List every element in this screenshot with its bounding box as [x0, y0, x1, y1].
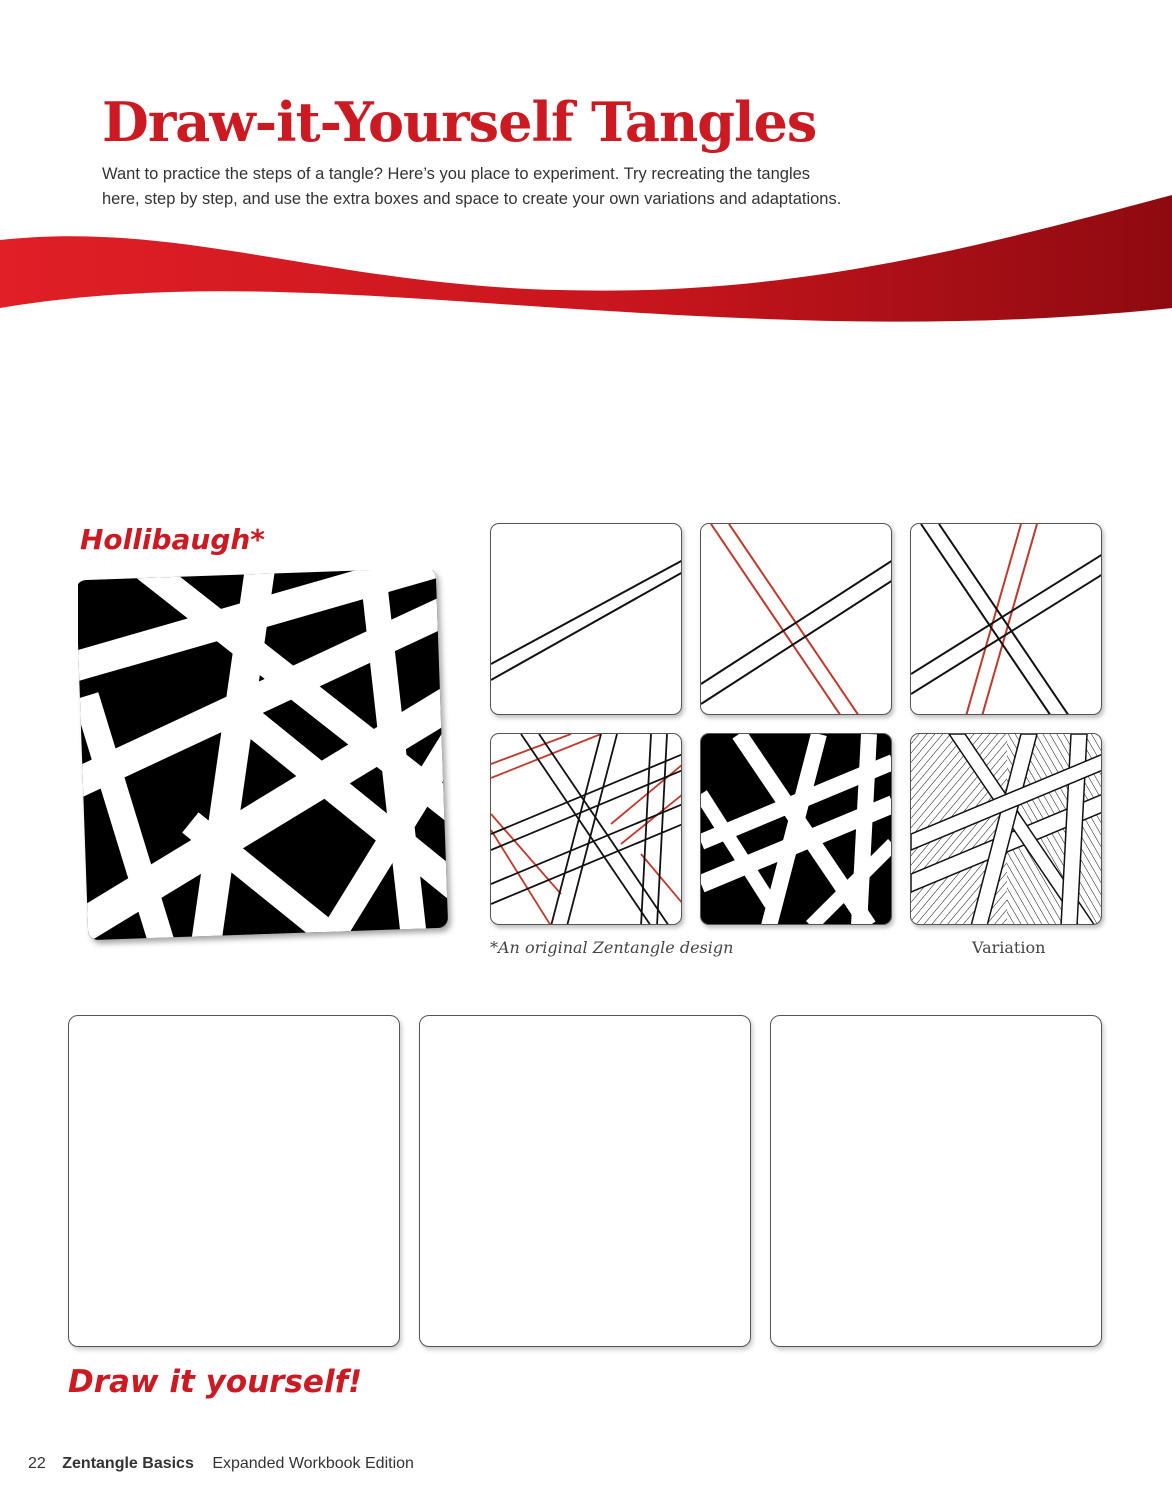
step-2-drawing: [701, 524, 892, 715]
step-tile-5: [700, 733, 892, 925]
step-4-drawing: [491, 734, 682, 925]
practice-box-1[interactable]: [68, 1015, 400, 1347]
variation-label: Variation: [972, 938, 1046, 957]
variation-drawing: [911, 734, 1102, 925]
step-3-drawing: [911, 524, 1102, 715]
tangle-name: Hollibaugh*: [80, 523, 265, 556]
page-title: Draw-it-Yourself Tangles: [102, 90, 817, 154]
step-tile-variation: [910, 733, 1102, 925]
practice-box-2[interactable]: [419, 1015, 751, 1347]
intro-paragraph: Want to practice the steps of a tangle? Here’s you place to experiment. Try recreating the tangles here, step by step, and use the extra boxes and space to create your own variations and adaptations.: [102, 165, 842, 208]
zentangle-footnote: *An original Zentangle design: [490, 938, 734, 957]
step-1-drawing: [491, 524, 682, 715]
draw-it-yourself-heading: Draw it yourself!: [68, 1364, 363, 1400]
step-tile-3: [910, 523, 1102, 715]
practice-box-3[interactable]: [770, 1015, 1102, 1347]
book-title: Zentangle Basics: [62, 1455, 194, 1472]
step-tile-2: [700, 523, 892, 715]
page-number: 22: [28, 1455, 46, 1472]
step-tile-4: [490, 733, 682, 925]
step-5-drawing: [701, 734, 892, 925]
page-footer: [28, 1455, 414, 1473]
hollibaugh-main-tile: [78, 570, 458, 950]
step-tile-1: [490, 523, 682, 715]
edition-label: Expanded Workbook Edition: [212, 1455, 414, 1472]
red-ribbon-wave: [0, 190, 1172, 350]
